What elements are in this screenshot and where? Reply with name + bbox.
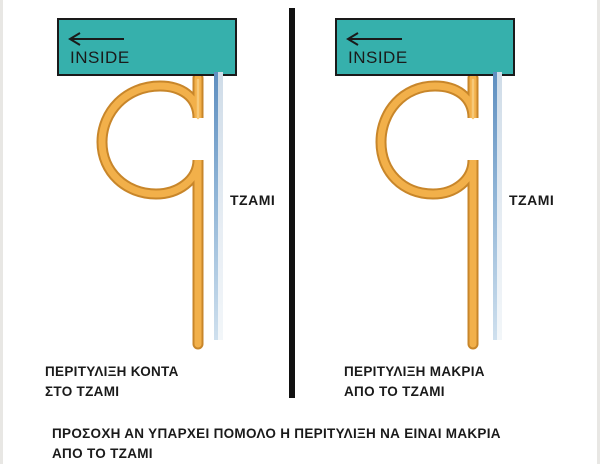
inside-label-left: INSIDE — [70, 48, 130, 67]
inside-label-right: INSIDE — [348, 48, 408, 67]
glass-label-right: ΤΖΑΜΙ — [509, 192, 555, 208]
footnote-warning — [52, 424, 501, 464]
caption-left — [45, 362, 179, 402]
footnote-line1: ΠΡΟΣΟΧΗ ΑΝ ΥΠΑΡΧΕΙ ΠΟΜΟΛΟ Η ΠΕΡΙΤΥΛΙΞΗ ΝΑ ΕΙΝΑΙ ΜΑΚΡΙΑ — [52, 426, 501, 441]
arrow-left-icon — [342, 32, 404, 46]
caption-right — [344, 362, 485, 402]
caption-right-line1: ΠΕΡΙΤΥΛΙΞΗ ΜΑΚΡΙΑ — [344, 364, 485, 379]
glass-pane-left — [214, 72, 223, 340]
glass-pane-right — [493, 72, 502, 340]
glass-label-left: ΤΖΑΜΙ — [230, 192, 276, 208]
caption-left-line1: ΠΕΡΙΤΥΛΙΞΗ ΚΟΝΤΑ — [45, 364, 179, 379]
caption-right-line2: ΑΠΟ ΤΟ ΤΖΑΜΙ — [344, 384, 445, 399]
footnote-line2: ΑΠΟ ΤΟ ΤΖΑΜΙ — [52, 446, 153, 461]
panel-left — [2, 0, 292, 400]
arrow-left-icon — [64, 32, 126, 46]
caption-left-line2: ΣΤΟ ΤΖΑΜΙ — [45, 384, 120, 399]
panel-right — [297, 0, 587, 400]
